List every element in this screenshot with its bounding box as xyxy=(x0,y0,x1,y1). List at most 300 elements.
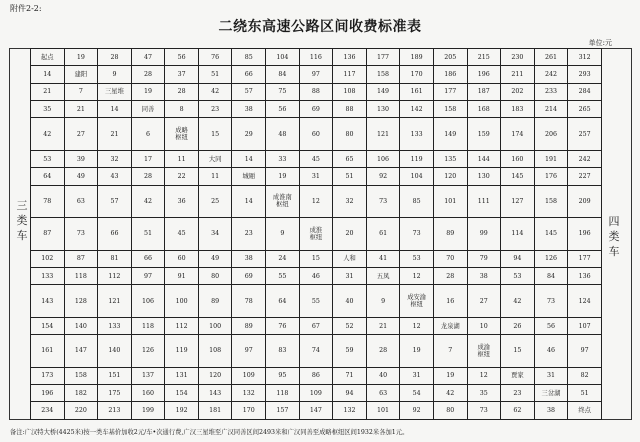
table-row xyxy=(31,250,602,267)
fee-cell: 27 xyxy=(467,285,501,318)
fee-cell: 70 xyxy=(433,250,467,267)
fee-cell: 261 xyxy=(534,49,568,66)
fee-cell: 56 xyxy=(266,101,300,118)
fee-cell: 118 xyxy=(131,317,165,334)
fee-cell: 92 xyxy=(400,402,434,420)
fee-cell: 140 xyxy=(98,335,132,368)
fee-cell: 161 xyxy=(400,83,434,100)
fee-cell: 66 xyxy=(232,66,266,83)
fee-cell: 107 xyxy=(568,317,602,334)
fee-cell: 99 xyxy=(467,218,501,251)
fee-cell: 154 xyxy=(31,317,65,334)
fee-cell: 21 xyxy=(31,83,65,100)
fee-cell: 45 xyxy=(165,218,199,251)
fee-cell: 121 xyxy=(366,118,400,151)
fee-cell: 120 xyxy=(433,168,467,185)
fee-cell: 66 xyxy=(131,250,165,267)
fee-cell: 132 xyxy=(232,385,266,402)
fee-cell: 174 xyxy=(501,118,535,151)
fee-cell: 97 xyxy=(568,335,602,368)
fee-cell: 69 xyxy=(232,268,266,285)
fee-cell: 81 xyxy=(98,250,132,267)
fee-cell: 49 xyxy=(198,250,232,267)
fee-cell: 28 xyxy=(131,66,165,83)
fee-cell: 53 xyxy=(501,268,535,285)
fee-cell: 73 xyxy=(534,285,568,318)
fee-cell: 97 xyxy=(299,66,333,83)
fee-cell: 100 xyxy=(198,317,232,334)
fee-cell: 209 xyxy=(568,185,602,218)
fee-cell: 53 xyxy=(31,150,65,167)
fee-cell: 76 xyxy=(266,317,300,334)
fee-cell: 14 xyxy=(98,101,132,118)
fee-cell: 74 xyxy=(299,335,333,368)
station-cell: 大同 xyxy=(198,150,232,167)
station-cell: 五凤 xyxy=(366,268,400,285)
fee-cell: 43 xyxy=(98,168,132,185)
fee-cell: 89 xyxy=(232,317,266,334)
fee-cell: 66 xyxy=(98,218,132,251)
fee-cell: 87 xyxy=(31,218,65,251)
fee-cell: 51 xyxy=(198,66,232,83)
fee-cell: 147 xyxy=(299,402,333,420)
station-cell: 城厢 xyxy=(232,168,266,185)
fee-cell: 87 xyxy=(64,250,98,267)
fee-cell: 61 xyxy=(366,218,400,251)
fee-cell: 143 xyxy=(31,285,65,318)
fee-cell: 126 xyxy=(534,250,568,267)
fee-cell: 24 xyxy=(266,250,300,267)
fee-cell: 149 xyxy=(433,118,467,151)
left-class-char: 类 xyxy=(16,214,28,227)
table-row xyxy=(31,49,602,66)
fee-cell: 94 xyxy=(333,385,367,402)
fee-cell: 85 xyxy=(232,49,266,66)
fee-cell: 83 xyxy=(266,335,300,368)
fee-cell: 40 xyxy=(366,367,400,384)
fee-cell: 95 xyxy=(266,367,300,384)
appendix-label: 附件2-2: xyxy=(10,4,42,13)
fee-cell: 57 xyxy=(232,83,266,100)
fee-cell: 80 xyxy=(433,402,467,420)
fee-cell: 284 xyxy=(568,83,602,100)
station-cell: 起点 xyxy=(31,49,65,66)
fee-cell: 158 xyxy=(534,185,568,218)
fee-cell: 265 xyxy=(568,101,602,118)
fee-cell: 160 xyxy=(501,150,535,167)
fee-cell: 73 xyxy=(467,402,501,420)
fee-cell: 132 xyxy=(333,402,367,420)
fee-cell: 38 xyxy=(467,268,501,285)
fee-cell: 89 xyxy=(433,218,467,251)
fee-cell: 85 xyxy=(400,185,434,218)
fee-cell: 42 xyxy=(501,285,535,318)
fee-cell: 86 xyxy=(299,367,333,384)
fee-cell: 104 xyxy=(400,168,434,185)
fee-cell: 38 xyxy=(534,402,568,420)
fee-cell: 19 xyxy=(131,83,165,100)
station-cell: 成略 枢纽 xyxy=(165,118,199,151)
fee-cell: 214 xyxy=(534,101,568,118)
fee-cell: 42 xyxy=(31,118,65,151)
footnote: 备注:广汉特大桥(4425米)按一类车基价加收2元/车•次通行费,广汉三星堆至广汉同善区间2493米和广汉同善至成略枢纽区间1932米各加1元。 xyxy=(10,429,409,436)
fee-cell: 211 xyxy=(501,66,535,83)
fee-cell: 133 xyxy=(98,317,132,334)
fee-cell: 183 xyxy=(501,101,535,118)
fee-cell: 23 xyxy=(198,101,232,118)
fee-cell: 88 xyxy=(333,101,367,118)
fee-cell: 78 xyxy=(232,285,266,318)
fee-cell: 215 xyxy=(467,49,501,66)
fee-cell: 142 xyxy=(400,101,434,118)
fee-cell: 109 xyxy=(299,385,333,402)
fee-cell: 91 xyxy=(165,268,199,285)
fee-cell: 46 xyxy=(534,335,568,368)
fee-cell: 55 xyxy=(299,285,333,318)
fee-cell: 40 xyxy=(333,285,367,318)
station-cell: 成安渝 枢纽 xyxy=(400,285,434,318)
fee-cell: 62 xyxy=(501,402,535,420)
fee-cell: 60 xyxy=(299,118,333,151)
fee-cell: 56 xyxy=(165,49,199,66)
fee-cell: 15 xyxy=(501,335,535,368)
fee-cell: 147 xyxy=(64,335,98,368)
table-row xyxy=(31,268,602,285)
fee-cell: 154 xyxy=(165,385,199,402)
fee-cell: 102 xyxy=(31,250,65,267)
fee-cell: 170 xyxy=(232,402,266,420)
table-row xyxy=(31,385,602,402)
fee-cell: 161 xyxy=(31,335,65,368)
station-cell: 贾家 xyxy=(501,367,535,384)
fee-cell: 63 xyxy=(366,385,400,402)
fee-cell: 94 xyxy=(501,250,535,267)
fee-cell: 41 xyxy=(366,250,400,267)
fee-cell: 31 xyxy=(333,268,367,285)
fee-cell: 7 xyxy=(64,83,98,100)
fee-cell: 158 xyxy=(366,66,400,83)
table-row xyxy=(31,66,602,83)
fee-cell: 84 xyxy=(266,66,300,83)
fee-cell: 159 xyxy=(467,118,501,151)
fee-cell: 121 xyxy=(98,285,132,318)
table-row xyxy=(31,218,602,251)
fee-cell: 19 xyxy=(266,168,300,185)
fee-cell: 56 xyxy=(534,317,568,334)
station-cell: 成淮 枢纽 xyxy=(299,218,333,251)
fee-cell: 35 xyxy=(31,101,65,118)
page-title: 二绕东高速公路区间收费标准表 xyxy=(218,19,422,35)
fee-cell: 38 xyxy=(232,101,266,118)
fee-cell: 26 xyxy=(501,317,535,334)
station-cell: 成渝 枢纽 xyxy=(467,335,501,368)
fee-cell: 80 xyxy=(198,268,232,285)
fee-cell: 14 xyxy=(31,66,65,83)
fee-cell: 28 xyxy=(165,83,199,100)
fee-cell: 92 xyxy=(366,168,400,185)
fee-cell: 48 xyxy=(266,118,300,151)
fee-cell: 136 xyxy=(568,268,602,285)
fee-cell: 145 xyxy=(534,218,568,251)
fee-cell: 124 xyxy=(568,285,602,318)
fee-cell: 173 xyxy=(31,367,65,384)
fee-cell: 15 xyxy=(299,250,333,267)
fee-cell: 119 xyxy=(400,150,434,167)
right-vehicle-class-label xyxy=(604,214,624,259)
fee-cell: 205 xyxy=(433,49,467,66)
fee-cell: 116 xyxy=(299,49,333,66)
fee-cell: 23 xyxy=(232,218,266,251)
fee-cell: 37 xyxy=(165,66,199,83)
fee-cell: 65 xyxy=(333,150,367,167)
fee-cell: 97 xyxy=(131,268,165,285)
fee-cell: 88 xyxy=(299,83,333,100)
fee-cell: 114 xyxy=(501,218,535,251)
fee-cell: 108 xyxy=(333,83,367,100)
fee-cell: 23 xyxy=(501,385,535,402)
fee-cell: 46 xyxy=(299,268,333,285)
fee-cell: 11 xyxy=(165,150,199,167)
fee-cell: 151 xyxy=(98,367,132,384)
fee-cell: 137 xyxy=(131,367,165,384)
fee-cell: 59 xyxy=(333,335,367,368)
fee-cell: 51 xyxy=(333,168,367,185)
fee-cell: 136 xyxy=(333,49,367,66)
fee-cell: 73 xyxy=(366,185,400,218)
fee-cell: 73 xyxy=(400,218,434,251)
fee-cell: 143 xyxy=(198,385,232,402)
fee-cell: 39 xyxy=(64,150,98,167)
fee-cell: 9 xyxy=(98,66,132,83)
fee-cell: 28 xyxy=(433,268,467,285)
fee-cell: 49 xyxy=(64,168,98,185)
fee-cell: 112 xyxy=(165,317,199,334)
fee-cell: 128 xyxy=(64,285,98,318)
fee-cell: 34 xyxy=(198,218,232,251)
station-cell: 终点 xyxy=(568,402,602,420)
toll-fee-table-body xyxy=(31,49,602,420)
fee-cell: 130 xyxy=(467,168,501,185)
fee-cell: 111 xyxy=(467,185,501,218)
right-class-char: 类 xyxy=(608,230,620,243)
fee-cell: 42 xyxy=(131,185,165,218)
left-vehicle-class-label xyxy=(12,198,32,243)
fee-cell: 52 xyxy=(333,317,367,334)
fee-cell: 192 xyxy=(165,402,199,420)
fee-cell: 12 xyxy=(400,317,434,334)
fee-cell: 7 xyxy=(433,335,467,368)
fee-cell: 220 xyxy=(64,402,98,420)
fee-cell: 64 xyxy=(31,168,65,185)
fee-cell: 242 xyxy=(534,66,568,83)
fee-cell: 31 xyxy=(299,168,333,185)
fee-cell: 145 xyxy=(501,168,535,185)
fee-cell: 12 xyxy=(467,367,501,384)
fee-cell: 242 xyxy=(568,150,602,167)
fee-cell: 126 xyxy=(131,335,165,368)
fee-cell: 53 xyxy=(400,250,434,267)
table-row xyxy=(31,168,602,185)
fee-cell: 29 xyxy=(232,118,266,151)
fee-cell: 97 xyxy=(232,335,266,368)
fee-cell: 71 xyxy=(333,367,367,384)
fee-cell: 186 xyxy=(433,66,467,83)
fee-cell: 76 xyxy=(198,49,232,66)
station-cell: 人和 xyxy=(333,250,367,267)
fee-cell: 45 xyxy=(299,150,333,167)
fee-cell: 257 xyxy=(568,118,602,151)
fee-cell: 89 xyxy=(198,285,232,318)
fee-cell: 177 xyxy=(433,83,467,100)
fee-cell: 118 xyxy=(266,385,300,402)
fee-cell: 19 xyxy=(433,367,467,384)
fee-cell: 157 xyxy=(266,402,300,420)
fee-cell: 312 xyxy=(568,49,602,66)
fee-cell: 199 xyxy=(131,402,165,420)
station-cell: 三星堆 xyxy=(98,83,132,100)
fee-cell: 54 xyxy=(400,385,434,402)
fee-cell: 42 xyxy=(198,83,232,100)
fee-cell: 22 xyxy=(165,168,199,185)
fee-cell: 10 xyxy=(467,317,501,334)
fee-cell: 75 xyxy=(266,83,300,100)
fee-cell: 206 xyxy=(534,118,568,151)
fee-cell: 158 xyxy=(433,101,467,118)
fee-cell: 189 xyxy=(400,49,434,66)
fee-cell: 187 xyxy=(467,83,501,100)
fee-cell: 19 xyxy=(400,335,434,368)
fee-cell: 82 xyxy=(568,367,602,384)
fee-cell: 32 xyxy=(98,150,132,167)
fee-cell: 233 xyxy=(534,83,568,100)
fee-cell: 9 xyxy=(366,285,400,318)
fee-cell: 104 xyxy=(266,49,300,66)
fee-cell: 84 xyxy=(534,268,568,285)
fee-cell: 234 xyxy=(31,402,65,420)
fee-cell: 177 xyxy=(568,250,602,267)
fee-cell: 51 xyxy=(131,218,165,251)
fee-cell: 213 xyxy=(98,402,132,420)
fee-cell: 15 xyxy=(198,118,232,151)
fee-cell: 182 xyxy=(64,385,98,402)
table-row xyxy=(31,317,602,334)
fee-cell: 109 xyxy=(232,367,266,384)
fee-cell: 181 xyxy=(198,402,232,420)
fee-cell: 55 xyxy=(266,268,300,285)
fee-cell: 12 xyxy=(400,268,434,285)
table-row xyxy=(31,402,602,420)
fee-cell: 140 xyxy=(64,317,98,334)
fee-cell: 12 xyxy=(299,185,333,218)
fee-cell: 160 xyxy=(131,385,165,402)
fee-cell: 32 xyxy=(333,185,367,218)
fee-cell: 170 xyxy=(400,66,434,83)
fee-cell: 16 xyxy=(433,285,467,318)
fee-cell: 63 xyxy=(64,185,98,218)
fee-cell: 177 xyxy=(366,49,400,66)
fee-cell: 227 xyxy=(568,168,602,185)
fee-cell: 79 xyxy=(467,250,501,267)
fee-cell: 191 xyxy=(534,150,568,167)
fee-cell: 175 xyxy=(98,385,132,402)
fee-cell: 158 xyxy=(64,367,98,384)
fee-cell: 130 xyxy=(366,101,400,118)
right-class-char: 四 xyxy=(608,215,620,228)
fee-cell: 108 xyxy=(198,335,232,368)
fee-cell: 196 xyxy=(467,66,501,83)
fee-cell: 135 xyxy=(433,150,467,167)
fee-cell: 14 xyxy=(232,150,266,167)
fee-cell: 17 xyxy=(131,150,165,167)
fee-cell: 19 xyxy=(64,49,98,66)
table-row xyxy=(31,185,602,218)
station-cell: 建阳 xyxy=(64,66,98,83)
fee-cell: 8 xyxy=(165,101,199,118)
table-row xyxy=(31,285,602,318)
fee-cell: 21 xyxy=(366,317,400,334)
fee-cell: 28 xyxy=(366,335,400,368)
station-cell: 三岔湖 xyxy=(534,385,568,402)
fee-cell: 57 xyxy=(98,185,132,218)
unit-label: 单位:元 xyxy=(588,39,612,47)
table-row xyxy=(31,367,602,384)
fee-cell: 80 xyxy=(333,118,367,151)
fee-cell: 127 xyxy=(501,185,535,218)
fee-cell: 11 xyxy=(198,168,232,185)
fee-cell: 51 xyxy=(568,385,602,402)
fee-cell: 27 xyxy=(64,118,98,151)
fee-cell: 168 xyxy=(467,101,501,118)
fee-cell: 31 xyxy=(534,367,568,384)
fee-cell: 120 xyxy=(198,367,232,384)
station-cell: 龙泉湖 xyxy=(433,317,467,334)
fee-cell: 119 xyxy=(165,335,199,368)
fee-cell: 33 xyxy=(266,150,300,167)
fee-cell: 133 xyxy=(400,118,434,151)
fee-cell: 112 xyxy=(98,268,132,285)
fee-cell: 35 xyxy=(467,385,501,402)
fee-cell: 6 xyxy=(131,118,165,151)
fee-cell: 73 xyxy=(64,218,98,251)
fee-cell: 101 xyxy=(366,402,400,420)
fee-cell: 196 xyxy=(31,385,65,402)
table-row xyxy=(31,118,602,151)
fee-cell: 69 xyxy=(299,101,333,118)
fee-cell: 20 xyxy=(333,218,367,251)
fee-cell: 14 xyxy=(232,185,266,218)
fee-cell: 9 xyxy=(266,218,300,251)
left-class-char: 车 xyxy=(16,229,28,242)
fee-cell: 117 xyxy=(333,66,367,83)
fee-cell: 64 xyxy=(266,285,300,318)
toll-fee-table xyxy=(30,48,602,420)
fee-cell: 67 xyxy=(299,317,333,334)
fee-cell: 196 xyxy=(568,218,602,251)
fee-cell: 25 xyxy=(198,185,232,218)
fee-cell: 101 xyxy=(433,185,467,218)
fee-cell: 31 xyxy=(400,367,434,384)
fee-cell: 78 xyxy=(31,185,65,218)
fee-cell: 42 xyxy=(433,385,467,402)
fee-cell: 28 xyxy=(131,168,165,185)
fee-cell: 47 xyxy=(131,49,165,66)
fee-cell: 60 xyxy=(165,250,199,267)
table-row xyxy=(31,101,602,118)
fee-cell: 100 xyxy=(165,285,199,318)
table-row xyxy=(31,83,602,100)
fee-cell: 293 xyxy=(568,66,602,83)
station-cell: 同善 xyxy=(131,101,165,118)
